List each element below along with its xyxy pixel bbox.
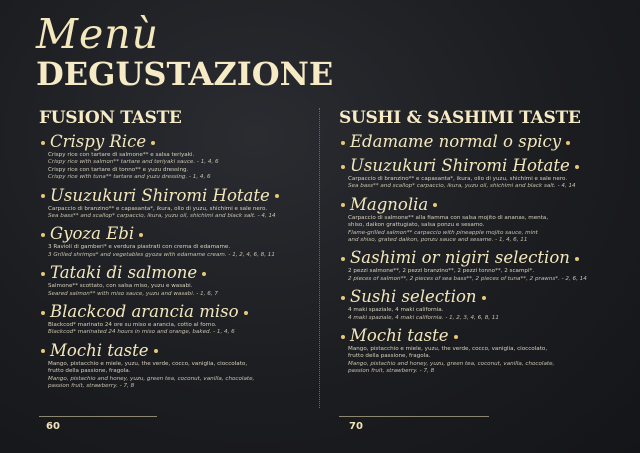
menu-item-description: Mango, pistacchio e miele, yuzu, the verde, cocco, vaniglia, cioccolato, — [48, 360, 248, 367]
menu-item-description-en: Mango, pistachio and honey, yuzu, green tea, coconut, vanilla, chocolate, — [348, 360, 555, 367]
menu-item-label: Usuzukuri Shiromi Hotate — [350, 156, 570, 175]
menu-item-name — [339, 326, 601, 346]
menu-item-name — [39, 302, 307, 322]
menu-script-title: Menù — [36, 10, 160, 58]
left-menu-list — [39, 132, 307, 391]
menu-main-title: DEGUSTAZIONE — [36, 55, 334, 93]
menu-item-description-en: Seared salmon** with miso sauce, yuzu and wasabi. - 1, 6, 7 — [48, 290, 218, 297]
menu-item-description-en: 4 maki spaziale, 4 maki california. - 1, 2, 3, 4, 6, 8, 11 — [348, 314, 499, 321]
menu-item-description: Carpaccio di salmone** alla fiamma con salsa mojito di ananas, menta, — [348, 214, 549, 221]
menu-item-description: frutto della passione, fragola. — [48, 368, 131, 375]
menu-item-name — [339, 156, 601, 176]
bullet-dot-icon — [433, 203, 437, 207]
menu-item-label: Crispy Rice — [50, 132, 147, 151]
menu-item-name — [339, 132, 601, 152]
menu-item-description-en: Crispy rice with salmon** tartare and teriyaki sauce. - 1, 4, 6 — [48, 159, 219, 166]
menu-item — [39, 263, 307, 298]
menu-item-description: Carpaccio di branzino** e capasanta*, ikura, olio di yuzu, shichimi e sale nero. — [48, 205, 268, 212]
bullet-dot-icon — [341, 141, 345, 145]
bullet-dot-icon — [482, 296, 486, 300]
bullet-dot-icon — [575, 165, 579, 169]
menu-item-description: frutto della passione, fragola. — [348, 353, 431, 360]
menu-item-label: Mochi taste — [50, 340, 149, 360]
bullet-dot-icon — [41, 141, 45, 145]
bullet-dot-icon — [341, 203, 345, 207]
left-column — [39, 108, 307, 395]
menu-item-label: Mochi taste — [350, 326, 449, 346]
left-footer-rule — [39, 416, 157, 417]
menu-item — [339, 248, 601, 283]
menu-item-description-en: 2 pieces of salmon**, 2 pieces of sea bass**, 2 pieces of tuna**, 2 prawns*. - 2, 6, 14 — [348, 275, 587, 282]
bullet-dot-icon — [341, 165, 345, 169]
menu-item — [39, 341, 307, 391]
menu-item-description: 3 Ravioli di gamberi* e verdura piastrati con crema di edamame. — [48, 244, 231, 251]
menu-item-description: Mango, pistacchio e miele, yuzu, the verde, cocco, vaniglia, cioccolato, — [348, 346, 548, 353]
left-page-number: 60 — [46, 421, 60, 432]
menu-item-description: Carpaccio di branzino** e capasanta*, ikura, olio di yuzu, shichimi e sale nero. — [348, 176, 568, 182]
menu-item-description-en: Flame-grilled salmon** carpaccio with pineapple mojito sauce, mint — [348, 229, 538, 236]
bullet-dot-icon — [41, 272, 45, 276]
bullet-dot-icon — [341, 296, 345, 300]
menu-item-label: Edamame normal o spicy — [350, 132, 562, 151]
menu-item — [339, 326, 601, 376]
menu-item-name — [339, 195, 601, 215]
bullet-dot-icon — [244, 311, 248, 315]
right-menu-list — [339, 132, 601, 376]
right-column — [339, 108, 601, 380]
bullet-dot-icon — [41, 349, 45, 353]
menu-item-name — [39, 341, 307, 361]
menu-item-description: Crispy rice con tartare di salmone** e salsa teriyaki. — [48, 152, 195, 158]
menu-item — [339, 195, 601, 245]
left-section-heading: FUSION TASTE — [39, 108, 182, 128]
menu-item-description-en: Mango, pistachio and honey, yuzu, green tea, coconut, vanilla, chocolate, — [48, 375, 255, 382]
menu-item-description-en: Crispy rice with tuna** tartare and yuzu dressing. - 1, 4, 6 — [48, 174, 211, 181]
bullet-dot-icon — [575, 257, 579, 261]
column-divider — [319, 108, 320, 408]
menu-item-label: Gyoza Ebi — [50, 224, 135, 244]
menu-item-description-en: Blackcod* marinated 24 hours in miso and orange, baked. - 1, 4, 6 — [48, 329, 235, 336]
menu-item — [339, 156, 601, 191]
menu-item-name — [39, 224, 307, 244]
menu-item-description-en: Sea bass** and scallop* carpaccio, ikura, yuzu oil, shichimi and black salt. - 4, 14 — [348, 183, 576, 190]
bullet-dot-icon — [139, 233, 143, 237]
menu-item-name — [339, 248, 601, 268]
menu-item-label: Usuzukuri Shiromi Hotate — [50, 185, 270, 205]
menu-item-description-en: passion fruit, strawberry. - 7, 8 — [48, 383, 135, 390]
menu-item-name — [39, 132, 307, 152]
menu-item-description: Salmone** scottato, con salsa miso, yuzu e wasabi. — [48, 283, 193, 290]
bullet-dot-icon — [566, 141, 570, 145]
menu-item-description: shiso, daikon grattugiato, salsa ponzu e sesamo. — [348, 222, 485, 229]
menu-item-name — [39, 263, 307, 283]
menu-item-name — [39, 186, 307, 206]
menu-item — [39, 302, 307, 337]
menu-item-description-en: and shiso, grated daikon, ponzu sauce and sesame. - 1, 4, 6, 11 — [348, 237, 528, 244]
bullet-dot-icon — [41, 233, 45, 237]
menu-item-label: Blackcod arancia miso — [50, 302, 239, 322]
menu-item-description: 4 maki spaziale, 4 maki california. — [348, 307, 444, 314]
menu-item-label: Magnolia — [350, 194, 429, 214]
bullet-dot-icon — [275, 194, 279, 198]
menu-item-description: Blackcod* marinato 24 ore su miso e arancia, cotto al forno. — [48, 322, 217, 329]
menu-item-name — [339, 287, 601, 307]
menu-item-label: Sushi selection — [350, 287, 477, 307]
menu-item — [339, 132, 601, 152]
right-page-number: 70 — [349, 421, 363, 432]
bullet-dot-icon — [41, 311, 45, 315]
bullet-dot-icon — [341, 257, 345, 261]
menu-item-description: Crispy rice con tartare di tonno** e yuzu dressing. — [48, 166, 189, 173]
menu-item-description-en: Sea bass** and scallop* carpaccio, ikura, yuzu oil, shichimi and black salt. - 4, 14 — [48, 213, 276, 220]
menu-item-description: 2 pezzi salmone**, 2 pezzi branzino**, 2 pezzi tonno**, 2 scampi*. — [348, 268, 535, 275]
right-footer-rule — [339, 416, 489, 417]
menu-item — [39, 224, 307, 259]
bullet-dot-icon — [41, 194, 45, 198]
menu-item-label: Tataki di salmone — [50, 263, 198, 283]
menu-item-description-en: 3 Grilled shrimps* and vegetables gyoza with edamame cream. - 1, 2, 4, 6, 8, 11 — [48, 251, 275, 258]
right-section-heading: SUSHI & SASHIMI TASTE — [339, 108, 581, 128]
menu-item — [39, 186, 307, 221]
bullet-dot-icon — [151, 141, 155, 145]
bullet-dot-icon — [341, 335, 345, 339]
menu-item — [339, 287, 601, 322]
bullet-dot-icon — [202, 272, 206, 276]
menu-item-description-en: passion fruit, strawberry. - 7, 8 — [348, 368, 435, 375]
menu-item — [39, 132, 307, 182]
bullet-dot-icon — [454, 335, 458, 339]
bullet-dot-icon — [154, 349, 158, 353]
menu-item-label: Sashimi or nigiri selection — [350, 248, 570, 268]
